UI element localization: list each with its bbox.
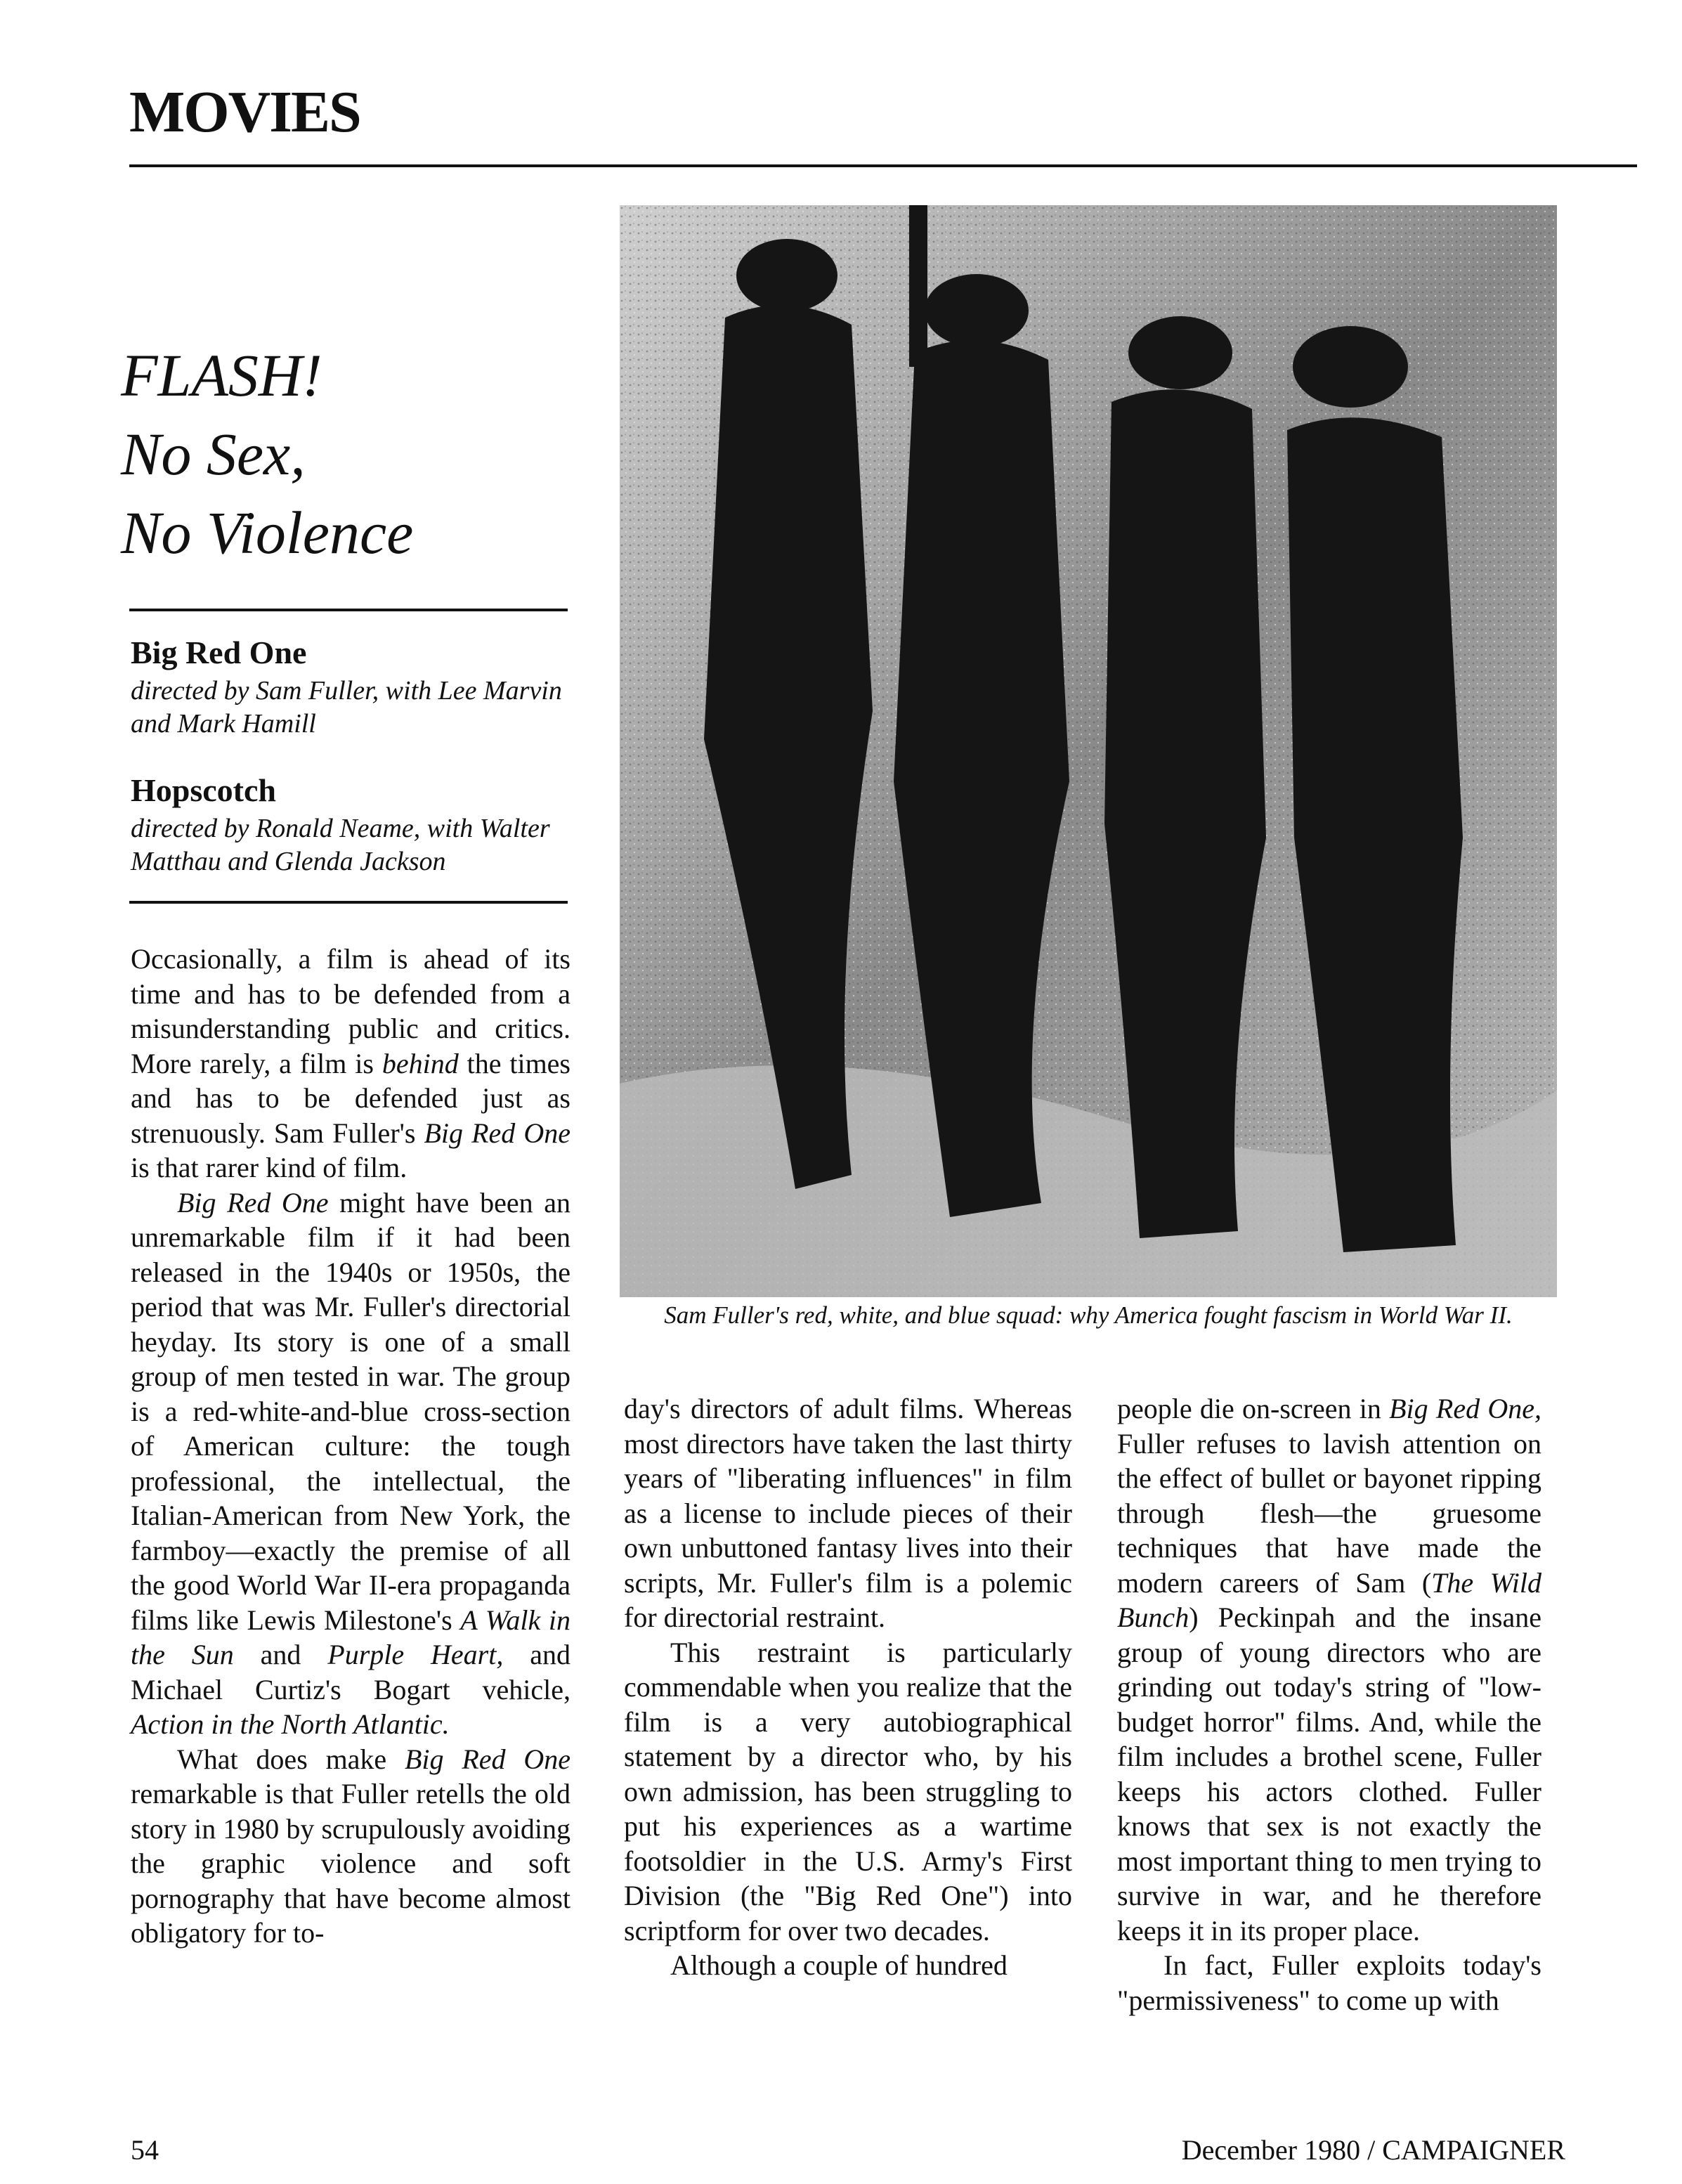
paragraph: In fact, Fuller exploits today's "permissiveness" to come up with xyxy=(1117,1949,1541,2016)
paragraph: Big Red One might have been an unremarkable film if it had been released in the 1940s or 1950s, the period that was Mr. Fuller's directorial heyday. Its story is one of a small group of men tested in war. The group is a red-white-and-blue cross-section of American culture: the tough professional, the intellectual, the Italian-American from New York, the farmboy—exactly the premise of all the good World War II-era propaganda films like Lewis Milestone's A Walk in the Sun and Purple Heart, and Michael Curtiz's Bogart vehicle, Action in the North Atlantic. xyxy=(131,1186,571,1740)
film-title: Big Red One xyxy=(131,635,307,670)
paragraph: What does make Big Red One remarkable is that Fuller retells the old story in 1980 by scrupulously avoiding the graphic violence and soft pornography that have become almost obligatory for to- xyxy=(131,1743,571,1949)
headline-line-3: No Violence xyxy=(121,499,414,566)
headline-line-1: FLASH! xyxy=(121,342,322,409)
section-header: MOVIES xyxy=(129,79,360,145)
film-credit: directed by Ronald Neame, with Walter Matthau and Glenda Jackson xyxy=(131,814,550,876)
headline-line-2: No Sex, xyxy=(121,420,306,488)
paragraph: people die on-screen in Big Red One, Fuller refuses to lavish attention on the effect of bullet or bayonet ripping through flesh—the gruesome techniques that have made the modern careers of Sam (The Wild Bunch) Peckinpah and the insane group of young directors who are grinding out today's string of "low-budget horror" films. And, while the film includes a brothel scene, Fuller keeps his actors clothed. Fuller knows that sex is not exactly the most important thing to men trying to survive in war, and he therefore keeps it in its proper place. xyxy=(1117,1393,1541,1946)
divider-rule xyxy=(129,901,568,904)
article-column-3 xyxy=(1117,1391,1541,2017)
paragraph: Although a couple of hundred xyxy=(670,1949,1008,1981)
divider-rule xyxy=(129,609,568,611)
page-number: 54 xyxy=(131,2134,159,2166)
issue-footer: December 1980 / CAMPAIGNER xyxy=(1181,2134,1565,2166)
movie-still-photo xyxy=(620,205,1557,1297)
film-title: Hopscotch xyxy=(131,772,276,808)
paragraph: Occasionally, a film is ahead of its time and has to be defended from a misunderstanding public and critics. More rarely, a film is behind the times and has to be defended just as strenuously. Sam Fuller's Big Red One is that rarer kind of film. xyxy=(131,943,571,1183)
photo-image xyxy=(620,205,1557,1297)
header-rule xyxy=(129,164,1637,167)
photo-caption: Sam Fuller's red, white, and blue squad: why America fought fascism in World War II. xyxy=(664,1301,1513,1329)
paragraph: This restraint is particularly commendable when you realize that the film is a very autobiographical statement by a director who, by his own admission, has been struggling to put his experiences as a wartime footsoldier in the U.S. Army's First Division (the "Big Red One") into scriptform for over two decades. xyxy=(624,1636,1072,1946)
film-credit: directed by Sam Fuller, with Lee Marvin and Mark Hamill xyxy=(131,676,562,739)
article-headline xyxy=(121,336,571,572)
paragraph: day's directors of adult films. Whereas most directors have taken the last thirty years of "liberating influences" in film as a license to include pieces of their own unbuttoned fantasy lives into their scripts, Mr. Fuller's film is a polemic for directorial restraint. xyxy=(624,1393,1072,1633)
article-column-1 xyxy=(131,942,571,1951)
article-column-2 xyxy=(624,1391,1072,1983)
